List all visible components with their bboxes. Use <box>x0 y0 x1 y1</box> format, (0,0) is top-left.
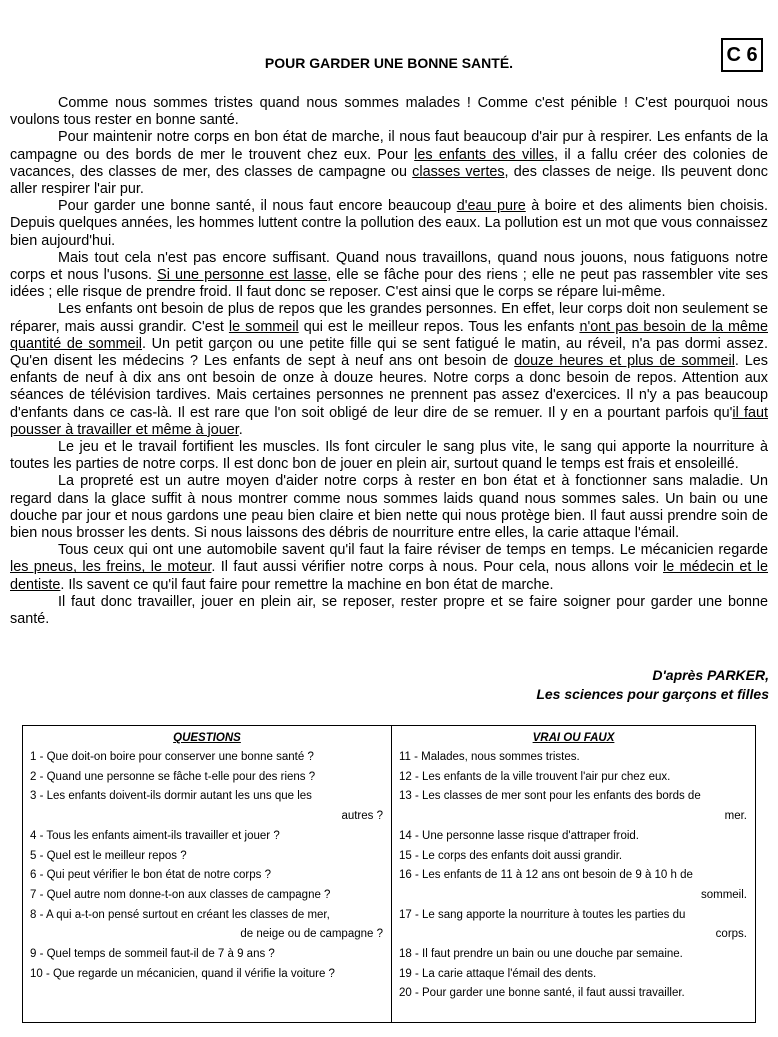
statement-item-continuation: sommeil. <box>700 888 747 901</box>
question-item-continuation: de neige ou de campagne ? <box>240 928 383 941</box>
question-item: 6 - Qui peut vérifier le bon état de notre corps ? <box>30 869 271 882</box>
statement-item: 15 - Le corps des enfants doit aussi grandir. <box>399 849 623 862</box>
question-item: 3 - Les enfants doivent-ils dormir autant les uns que les <box>30 790 312 803</box>
true-false-header: VRAI OU FAUX <box>532 732 615 744</box>
attribution-source: Les sciences pour garçons et filles <box>536 686 769 702</box>
question-item: 9 - Quel temps de sommeil faut-il de 7 à 9 ans ? <box>30 948 275 961</box>
text-span: . Ils savent ce qu'il faut faire pour remettre la machine en bon état de marche. <box>60 576 554 593</box>
underlined-phrase: il faut pousser à travailler et même à jouer <box>10 404 768 438</box>
attribution <box>536 666 769 704</box>
statement-item: 19 - La carie attaque l'émail des dents. <box>399 967 597 980</box>
questions-list <box>23 748 391 984</box>
question-item: 2 - Quand une personne se fâche t-elle pour des riens ? <box>30 770 316 783</box>
statement-item: 13 - Les classes de mer sont pour les enfants des bords de <box>399 790 701 803</box>
text-span: Comme nous sommes tristes quand nous sommes malades ! Comme c'est pénible ! C'est pourquoi nous voulons tous rester en bonne santé. <box>10 95 768 129</box>
statement-item-continuation: mer. <box>724 810 747 823</box>
paragraph-9 <box>10 594 768 628</box>
underlined-phrase: douze heures et plus de sommeil <box>514 353 735 370</box>
paragraph-3 <box>10 198 768 250</box>
true-false-list <box>392 748 755 1004</box>
underlined-phrase: n'ont pas besoin de la même quantité de sommeil <box>10 318 768 352</box>
questions-column <box>23 726 392 1022</box>
text-span: Il faut donc travailler, jouer en plein air, se reposer, rester propre et se faire soigner pour garder une bonne santé. <box>10 593 768 628</box>
text-span: Mais tout cela n'est pas encore suffisant. Quand nous travaillons, quand nous jouons, nous fatiguons notre corps et nous l'usons. <box>10 249 768 284</box>
question-item: 10 - Que regarde un mécanicien, quand il vérifie la voiture ? <box>30 967 335 980</box>
reading-text <box>10 95 768 628</box>
attribution-author: D'après PARKER, <box>652 667 769 683</box>
paragraph-1 <box>10 95 768 129</box>
text-span: . Un petit garçon ou une petite fille qui se sent fatigué le matin, au réveil, n'a pas dormi assez. Qu'en disent les médecins ? Les enfants de sept à neuf ans ont besoin de <box>10 335 768 370</box>
statement-item: 14 - Une personne lasse risque d'attraper froid. <box>399 829 639 842</box>
true-false-column <box>392 726 755 1022</box>
text-span: Le jeu et le travail fortifient les muscles. Ils font circuler le sang plus vite, le sang qui apporte la nourriture à toutes les parties de notre corps. Il est donc bon de jouer en plein air, surtout quand le temps est frais et ensoleillé. <box>10 439 768 473</box>
underlined-phrase: classes vertes <box>412 163 505 180</box>
text-span: Les enfants ont besoin de plus de repos que les grandes personnes. En effet, leur corps doit non seulement se réparer, mais aussi grandir. C'est <box>10 301 768 335</box>
text-span: . Les enfants de neuf à dix ans ont besoin de onze à douze heures. Notre corps a donc besoin de repos. Attention aux séances de télévision tardives. Mais certaines personnes ne prennent pas assez d'exercices. Il n'y a pas beaucoup d'enfants dans ce cas-là. Il est rare que l'on soit obligé de leur dire de se remuer. Il y en a pourtant parfois qu' <box>10 353 768 421</box>
paragraph-8 <box>10 542 768 594</box>
statement-item: 17 - Le sang apporte la nourriture à toutes les parties du <box>399 908 686 921</box>
statement-item: 20 - Pour garder une bonne santé, il faut aussi travailler. <box>399 987 685 1000</box>
text-span: , il a fallu créer des colonies de vacances, des classes de mer, des classes de campagne ou <box>10 146 768 180</box>
statement-item: 18 - Il faut prendre un bain ou une douche par semaine. <box>399 948 683 961</box>
underlined-phrase: les pneus, les freins, le moteur <box>10 559 212 576</box>
text-span: . <box>238 421 243 438</box>
text-span: qui est le meilleur repos. Tous les enfants <box>298 318 580 335</box>
statement-item-continuation: corps. <box>715 928 747 941</box>
statement-item: 16 - Les enfants de 11 à 12 ans ont besoin de 9 à 10 h de <box>399 869 693 882</box>
text-span: Pour garder une bonne santé, il nous faut encore beaucoup <box>58 198 457 215</box>
question-item: 8 - A qui a-t-on pensé surtout en créant les classes de mer, <box>30 908 330 921</box>
paragraph-7 <box>10 473 768 542</box>
question-item: 4 - Tous les enfants aiment-ils travailler et jouer ? <box>30 829 280 842</box>
question-item-continuation: autres ? <box>341 810 383 823</box>
text-span: , elle se fâche pour des riens ; elle ne peut pas rassembler vite ses idées ; elle risque de prendre froid. Il faut donc se reposer. C'est ainsi que le corps se répare lui-même. <box>10 267 768 301</box>
statement-item: 11 - Malades, nous sommes tristes. <box>399 751 580 763</box>
paragraph-4 <box>10 250 768 302</box>
underlined-phrase: Si une personne est lasse <box>157 267 328 284</box>
paragraph-6 <box>10 439 768 473</box>
paragraph-2 <box>10 129 768 198</box>
text-span: , des classes de neige. Ils peuvent donc aller respirer l'air pur. <box>10 163 768 198</box>
text-span: La propreté est un autre moyen d'aider notre corps à rester en bon état et à fonctionner sans maladie. Un regard dans la glace suffit à nous montrer comme nous sommes laids quand nous sommes sales. Un bain ou une douche par jour et nous gardons une peau bien claire et bien nette qui nous protège bien. Il faut aussi prendre soin de bien nous brosser les dents. Si nous laissons des débris de nourriture entre elles, la carie attaque l'émail. <box>10 473 768 542</box>
exercise-table <box>22 725 756 1023</box>
question-item: 7 - Quel autre nom donne-t-on aux classes de campagne ? <box>30 888 331 901</box>
lesson-code-badge: C 6 <box>721 38 763 72</box>
statement-item: 12 - Les enfants de la ville trouvent l'air pur chez eux. <box>399 770 671 783</box>
text-span: Tous ceux qui ont une automobile savent qu'il faut la faire réviser de temps en temps. Le mécanicien regarde <box>58 542 768 559</box>
underlined-phrase: le sommeil <box>228 318 299 335</box>
text-span: . Il faut aussi vérifier notre corps à nous. Pour cela, nous allons voir <box>211 559 663 576</box>
page-title: POUR GARDER UNE BONNE SANTÉ. <box>264 55 514 71</box>
paragraph-5 <box>10 301 768 439</box>
text-span: à boire et des aliments bien choisis. Depuis quelques années, les hommes luttent contre la pollution des eaux. La pollution est un mot que vous connaissez bien aujourd'hui. <box>10 198 768 249</box>
question-item: 5 - Quel est le meilleur repos ? <box>30 849 187 862</box>
questions-header: QUESTIONS <box>173 732 241 744</box>
underlined-phrase: les enfants des villes <box>414 146 554 163</box>
underlined-phrase: le médecin et le dentiste <box>10 559 769 593</box>
question-item: 1 - Que doit-on boire pour conserver une bonne santé ? <box>30 751 314 763</box>
text-span: Pour maintenir notre corps en bon état de marche, il nous faut beaucoup d'air pur à respirer. Les enfants de la campagne ou des bords de mer le trouvent chez eux. Pour <box>10 129 768 163</box>
underlined-phrase: d'eau pure <box>456 198 526 215</box>
